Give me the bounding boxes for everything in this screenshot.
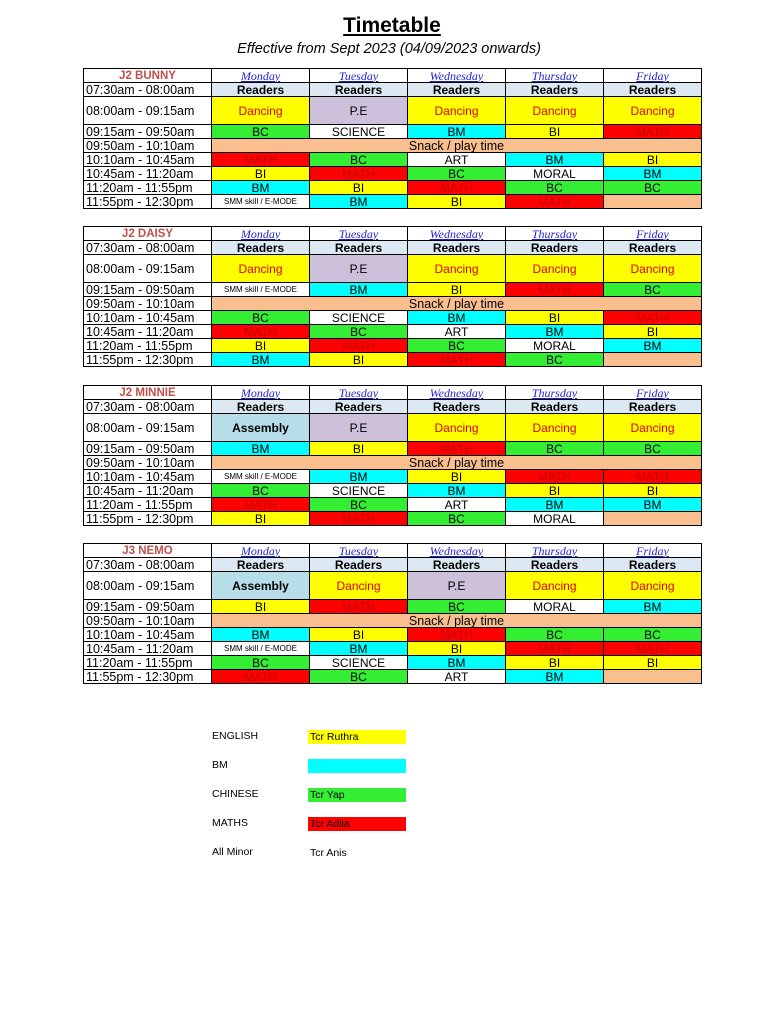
time-slot: 07:30am - 08:00am (84, 400, 212, 414)
legend-teacher-swatch (308, 759, 406, 773)
subject-cell-bi: BI (506, 311, 604, 325)
legend-item-chinese (212, 788, 412, 803)
subject-cell-bm: BM (310, 195, 408, 209)
subject-cell-science: SCIENCE (310, 656, 408, 670)
page-subtitle: Effective from Sept 2023 (04/09/2023 onwards) (237, 41, 541, 57)
day-header-tuesday: Tuesday (310, 544, 408, 558)
time-slot: 11:20am - 11:55pm (84, 181, 212, 195)
subject-cell-readers: Readers (408, 241, 506, 255)
subject-cell-readers: Readers (604, 83, 702, 97)
time-slot: 09:50am - 10:10am (84, 297, 212, 311)
day-header-friday: Friday (604, 227, 702, 241)
subject-cell-bm: BM (506, 498, 604, 512)
time-slot: 11:20am - 11:55pm (84, 498, 212, 512)
header-row (84, 386, 702, 400)
timetable-j2-bunny (83, 68, 702, 209)
subject-cell-bc: BC (604, 181, 702, 195)
time-slot: 11:55pm - 12:30pm (84, 353, 212, 367)
subject-cell-bm: BM (408, 125, 506, 139)
subject-cell-readers: Readers (212, 400, 310, 414)
subject-cell-bi: BI (408, 470, 506, 484)
subject-cell-p-e: P.E (310, 414, 408, 442)
subject-cell-bi: BI (310, 442, 408, 456)
subject-cell-dancing: Dancing (310, 572, 408, 600)
page-title: Timetable (343, 14, 441, 37)
subject-cell-bi: BI (506, 484, 604, 498)
subject-cell-math: MATH (506, 195, 604, 209)
snack-break-cell: Snack / play time (212, 297, 702, 311)
subject-cell-readers: Readers (506, 400, 604, 414)
time-slot: 09:50am - 10:10am (84, 456, 212, 470)
subject-cell-math: MATH (310, 339, 408, 353)
table-row (84, 498, 702, 512)
subject-cell-math: MATH (310, 512, 408, 526)
subject-cell-dancing: Dancing (604, 572, 702, 600)
header-row (84, 69, 702, 83)
subject-cell-bi: BI (604, 153, 702, 167)
day-header-monday: Monday (212, 227, 310, 241)
subject-cell-dancing: Dancing (604, 97, 702, 125)
day-header-friday: Friday (604, 544, 702, 558)
table-row (84, 642, 702, 656)
legend-subject: MATHS (212, 817, 248, 829)
table-row (84, 325, 702, 339)
subject-cell-math: MATH (604, 470, 702, 484)
table-row (84, 125, 702, 139)
subject-cell-bm: BM (212, 353, 310, 367)
day-header-monday: Monday (212, 544, 310, 558)
subject-cell-art: ART (408, 325, 506, 339)
subject-cell-math: MATH (506, 642, 604, 656)
legend-item-maths (212, 817, 412, 832)
time-slot: 11:20am - 11:55pm (84, 339, 212, 353)
table-row (84, 670, 702, 684)
time-slot: 07:30am - 08:00am (84, 83, 212, 97)
class-name: J2 DAISY (84, 227, 212, 241)
subject-cell-bi: BI (604, 325, 702, 339)
day-header-friday: Friday (604, 386, 702, 400)
subject-cell-math: MATH (212, 670, 310, 684)
table-row (84, 311, 702, 325)
subject-cell-bi: BI (310, 353, 408, 367)
table-row (84, 181, 702, 195)
subject-cell-dancing: Dancing (506, 414, 604, 442)
subject-cell-readers: Readers (604, 558, 702, 572)
table-row (84, 442, 702, 456)
subject-cell-readers: Readers (310, 241, 408, 255)
empty-cell (604, 670, 702, 684)
table-row (84, 470, 702, 484)
time-slot: 09:15am - 09:50am (84, 600, 212, 614)
empty-cell (604, 512, 702, 526)
time-slot: 11:55pm - 12:30pm (84, 670, 212, 684)
subject-cell-readers: Readers (212, 241, 310, 255)
table-row (84, 153, 702, 167)
time-slot: 10:10am - 10:45am (84, 311, 212, 325)
time-slot: 11:20am - 11:55pm (84, 656, 212, 670)
subject-cell-bc: BC (604, 442, 702, 456)
table-row (84, 297, 702, 311)
subject-cell-bm: BM (506, 153, 604, 167)
time-slot: 10:10am - 10:45am (84, 153, 212, 167)
subject-cell-math: MATH (212, 498, 310, 512)
subject-cell-bc: BC (604, 628, 702, 642)
class-name: J2 BUNNY (84, 69, 212, 83)
time-slot: 09:15am - 09:50am (84, 125, 212, 139)
table-row (84, 353, 702, 367)
subject-cell-bc: BC (506, 628, 604, 642)
subject-cell-readers: Readers (604, 241, 702, 255)
subject-cell-bc: BC (310, 498, 408, 512)
subject-cell-bm: BM (506, 670, 604, 684)
time-slot: 08:00am - 09:15am (84, 572, 212, 600)
subject-cell-bc: BC (408, 339, 506, 353)
subject-cell-science: SCIENCE (310, 484, 408, 498)
table-row (84, 241, 702, 255)
subject-cell-readers: Readers (506, 83, 604, 97)
subject-cell-readers: Readers (408, 400, 506, 414)
time-slot: 10:45am - 11:20am (84, 484, 212, 498)
subject-cell-p-e: P.E (310, 97, 408, 125)
snack-break-cell: Snack / play time (212, 456, 702, 470)
table-row (84, 484, 702, 498)
subject-cell-art: ART (408, 670, 506, 684)
day-header-thursday: Thursday (506, 227, 604, 241)
subject-cell-art: ART (408, 498, 506, 512)
empty-cell (604, 195, 702, 209)
subject-cell-readers: Readers (212, 558, 310, 572)
subject-cell-bc: BC (310, 670, 408, 684)
legend-subject: CHINESE (212, 788, 259, 800)
legend-teacher-swatch: Tcr Yap (308, 788, 406, 802)
subject-cell-bm: BM (604, 167, 702, 181)
subject-cell-math: MATH (212, 153, 310, 167)
subject-cell-readers: Readers (408, 83, 506, 97)
subject-cell-math: MATH (506, 470, 604, 484)
subject-cell-bc: BC (408, 600, 506, 614)
subject-cell-readers: Readers (310, 83, 408, 97)
legend-teacher-swatch: Tcr Anis (310, 847, 347, 859)
subject-cell-dancing: Dancing (408, 255, 506, 283)
time-slot: 10:45am - 11:20am (84, 325, 212, 339)
subject-cell-bi: BI (408, 283, 506, 297)
subject-cell-math: MATH (408, 442, 506, 456)
subject-cell-art: ART (408, 153, 506, 167)
subject-cell-bm: BM (604, 339, 702, 353)
table-row (84, 195, 702, 209)
subject-cell-readers: Readers (212, 83, 310, 97)
subject-cell-p-e: P.E (408, 572, 506, 600)
legend-subject: All Minor (212, 846, 253, 858)
day-header-wednesday: Wednesday (408, 544, 506, 558)
subject-cell-bm: BM (506, 325, 604, 339)
header-row (84, 227, 702, 241)
subject-cell-dancing: Dancing (212, 255, 310, 283)
legend-teacher-swatch: Tcr Ruthra (308, 730, 406, 744)
subject-cell-bm: BM (408, 656, 506, 670)
subject-cell-bm: BM (604, 498, 702, 512)
subject-cell-smm-skill-e-mode: SMM skill / E-MODE (212, 470, 310, 484)
subject-cell-bc: BC (212, 125, 310, 139)
header-row (84, 544, 702, 558)
subject-cell-bm: BM (408, 311, 506, 325)
subject-cell-bc: BC (212, 656, 310, 670)
time-slot: 10:45am - 11:20am (84, 167, 212, 181)
subject-cell-bm: BM (310, 642, 408, 656)
subject-cell-bc: BC (212, 484, 310, 498)
table-row (84, 512, 702, 526)
subject-cell-dancing: Dancing (408, 97, 506, 125)
subject-cell-math: MATH (408, 353, 506, 367)
subject-cell-bc: BC (310, 325, 408, 339)
legend-item-english (212, 730, 412, 745)
subject-cell-dancing: Dancing (212, 97, 310, 125)
class-name: J2 MINNIE (84, 386, 212, 400)
subject-cell-dancing: Dancing (408, 414, 506, 442)
legend-item-all-minor (212, 846, 412, 861)
subject-cell-bi: BI (604, 484, 702, 498)
subject-cell-moral: MORAL (506, 512, 604, 526)
subject-cell-bm: BM (212, 442, 310, 456)
subject-cell-readers: Readers (506, 241, 604, 255)
subject-cell-science: SCIENCE (310, 311, 408, 325)
day-header-friday: Friday (604, 69, 702, 83)
subject-cell-bc: BC (506, 353, 604, 367)
subject-cell-bc: BC (212, 311, 310, 325)
subject-cell-readers: Readers (310, 400, 408, 414)
subject-cell-dancing: Dancing (506, 97, 604, 125)
time-slot: 09:15am - 09:50am (84, 283, 212, 297)
empty-cell (604, 353, 702, 367)
time-slot: 11:55pm - 12:30pm (84, 512, 212, 526)
time-slot: 08:00am - 09:15am (84, 255, 212, 283)
table-row (84, 139, 702, 153)
subject-cell-bi: BI (604, 656, 702, 670)
time-slot: 10:10am - 10:45am (84, 470, 212, 484)
subject-cell-moral: MORAL (506, 167, 604, 181)
subject-cell-bc: BC (310, 153, 408, 167)
subject-cell-bc: BC (408, 167, 506, 181)
subject-cell-dancing: Dancing (604, 414, 702, 442)
subject-cell-moral: MORAL (506, 339, 604, 353)
subject-cell-bi: BI (506, 125, 604, 139)
subject-cell-bm: BM (310, 470, 408, 484)
subject-cell-bc: BC (408, 512, 506, 526)
subject-cell-dancing: Dancing (506, 255, 604, 283)
subject-cell-bi: BI (212, 167, 310, 181)
table-row (84, 628, 702, 642)
table-row (84, 167, 702, 181)
table-row (84, 83, 702, 97)
subject-cell-math: MATH (604, 311, 702, 325)
subject-cell-readers: Readers (310, 558, 408, 572)
subject-cell-moral: MORAL (506, 600, 604, 614)
subject-cell-dancing: Dancing (506, 572, 604, 600)
snack-break-cell: Snack / play time (212, 139, 702, 153)
day-header-tuesday: Tuesday (310, 227, 408, 241)
day-header-thursday: Thursday (506, 386, 604, 400)
time-slot: 09:50am - 10:10am (84, 614, 212, 628)
table-row (84, 97, 702, 125)
table-row (84, 283, 702, 297)
subject-cell-bi: BI (212, 512, 310, 526)
time-slot: 08:00am - 09:15am (84, 414, 212, 442)
table-row (84, 400, 702, 414)
subject-cell-bi: BI (506, 656, 604, 670)
subject-cell-bi: BI (212, 600, 310, 614)
time-slot: 09:50am - 10:10am (84, 139, 212, 153)
subject-cell-readers: Readers (408, 558, 506, 572)
time-slot: 10:45am - 11:20am (84, 642, 212, 656)
subject-cell-math: MATH (604, 125, 702, 139)
timetable-j3-nemo (83, 543, 702, 684)
day-header-monday: Monday (212, 386, 310, 400)
day-header-tuesday: Tuesday (310, 386, 408, 400)
subject-cell-math: MATH (408, 181, 506, 195)
table-row (84, 614, 702, 628)
subject-cell-math: MATH (310, 167, 408, 181)
subject-cell-bc: BC (604, 283, 702, 297)
subject-cell-p-e: P.E (310, 255, 408, 283)
subject-cell-readers: Readers (506, 558, 604, 572)
time-slot: 07:30am - 08:00am (84, 241, 212, 255)
subject-cell-bm: BM (212, 181, 310, 195)
subject-cell-math: MATH (408, 628, 506, 642)
table-row (84, 414, 702, 442)
subject-cell-bc: BC (506, 181, 604, 195)
day-header-thursday: Thursday (506, 544, 604, 558)
subject-cell-bm: BM (310, 283, 408, 297)
subject-cell-bi: BI (212, 339, 310, 353)
subject-cell-readers: Readers (604, 400, 702, 414)
subject-cell-smm-skill-e-mode: SMM skill / E-MODE (212, 642, 310, 656)
time-slot: 10:10am - 10:45am (84, 628, 212, 642)
timetable-j2-daisy (83, 226, 702, 367)
day-header-wednesday: Wednesday (408, 386, 506, 400)
subject-cell-math: MATH (310, 600, 408, 614)
subject-cell-bi: BI (310, 628, 408, 642)
subject-cell-smm-skill-e-mode: SMM skill / E-MODE (212, 283, 310, 297)
subject-cell-dancing: Dancing (604, 255, 702, 283)
table-row (84, 456, 702, 470)
subject-cell-bm: BM (212, 628, 310, 642)
time-slot: 08:00am - 09:15am (84, 97, 212, 125)
table-row (84, 339, 702, 353)
subject-cell-bi: BI (408, 195, 506, 209)
subject-cell-assembly: Assembly (212, 572, 310, 600)
subject-cell-smm-skill-e-mode: SMM skill / E-MODE (212, 195, 310, 209)
subject-cell-assembly: Assembly (212, 414, 310, 442)
table-row (84, 656, 702, 670)
subject-cell-math: MATH (212, 325, 310, 339)
snack-break-cell: Snack / play time (212, 614, 702, 628)
time-slot: 07:30am - 08:00am (84, 558, 212, 572)
subject-cell-bm: BM (604, 600, 702, 614)
day-header-monday: Monday (212, 69, 310, 83)
time-slot: 11:55pm - 12:30pm (84, 195, 212, 209)
day-header-wednesday: Wednesday (408, 69, 506, 83)
day-header-wednesday: Wednesday (408, 227, 506, 241)
legend-subject: BM (212, 759, 228, 771)
table-row (84, 558, 702, 572)
day-header-tuesday: Tuesday (310, 69, 408, 83)
subject-cell-bc: BC (506, 442, 604, 456)
subject-cell-math: MATH (604, 642, 702, 656)
subject-cell-bi: BI (310, 181, 408, 195)
timetable-j2-minnie (83, 385, 702, 526)
class-name: J3 NEMO (84, 544, 212, 558)
subject-cell-bi: BI (408, 642, 506, 656)
legend-item-bm (212, 759, 412, 774)
time-slot: 09:15am - 09:50am (84, 442, 212, 456)
subject-cell-science: SCIENCE (310, 125, 408, 139)
legend-subject: ENGLISH (212, 730, 259, 742)
table-row (84, 572, 702, 600)
subject-cell-bm: BM (408, 484, 506, 498)
table-row (84, 600, 702, 614)
legend-teacher-swatch: Tcr Adlia (308, 817, 406, 831)
table-row (84, 255, 702, 283)
subject-cell-math: MATH (506, 283, 604, 297)
day-header-thursday: Thursday (506, 69, 604, 83)
